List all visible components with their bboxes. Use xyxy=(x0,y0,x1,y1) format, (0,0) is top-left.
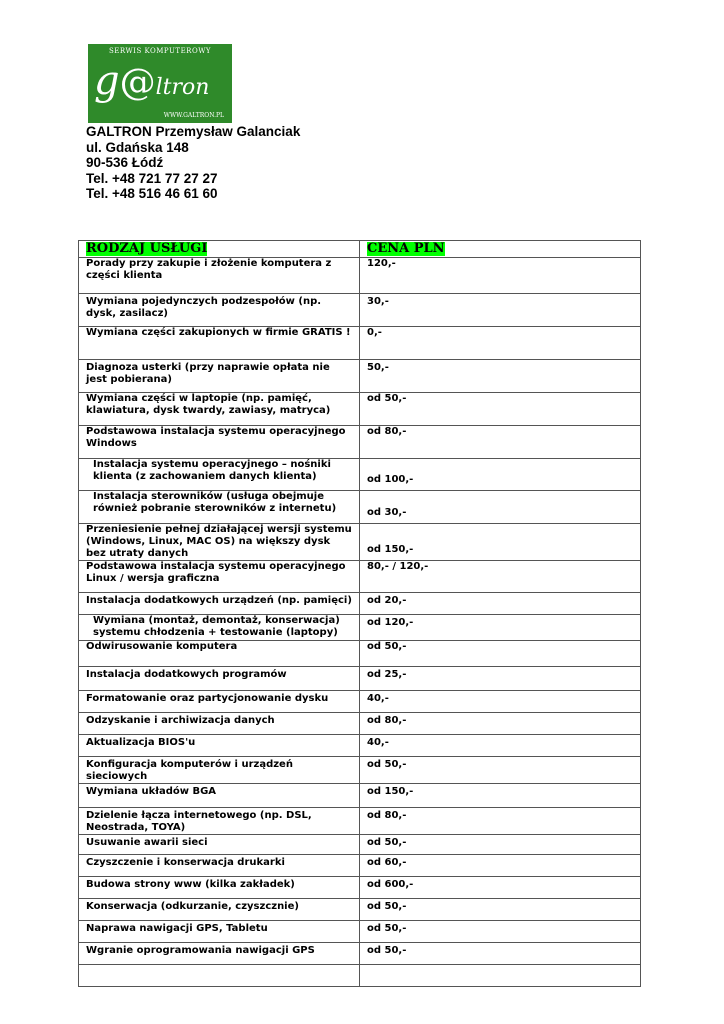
service-cell: Instalacja systemu operacyjnego – nośniki klienta (z zachowaniem danych klienta) xyxy=(79,459,360,491)
price-cell: od 150,- xyxy=(360,784,641,808)
header-price: CENA PLN xyxy=(367,241,445,256)
table-row xyxy=(79,593,641,615)
price-cell: od 150,- xyxy=(360,524,641,561)
table-row xyxy=(79,784,641,808)
price-cell: od 30,- xyxy=(360,491,641,524)
price-cell: od 120,- xyxy=(360,615,641,641)
table-row xyxy=(79,691,641,713)
service-cell: Dzielenie łącza internetowego (np. DSL, Neostrada, TOYA) xyxy=(79,808,360,835)
logo-brand-at: @ xyxy=(119,62,156,103)
service-cell: Konfiguracja komputerów i urządzeń sieciowych xyxy=(79,757,360,784)
price-cell: od 50,- xyxy=(360,641,641,667)
price-cell: od 50,- xyxy=(360,835,641,855)
company-logo xyxy=(88,44,232,123)
price-cell: od 60,- xyxy=(360,855,641,877)
header-service: RODZAJ USŁUGI xyxy=(86,241,208,256)
service-cell: Instalacja sterowników (usługa obejmuje również pobranie sterowników z internetu) xyxy=(79,491,360,524)
table-row xyxy=(79,877,641,899)
service-cell: Instalacja dodatkowych urządzeń (np. pamięci) xyxy=(79,593,360,615)
company-city: 90-536 Łódź xyxy=(86,155,164,170)
table-row xyxy=(79,459,641,491)
service-cell: Budowa strony www (kilka zakładek) xyxy=(79,877,360,899)
table-row xyxy=(79,524,641,561)
table-row xyxy=(79,899,641,921)
service-cell: Instalacja dodatkowych programów xyxy=(79,667,360,691)
table-row xyxy=(79,855,641,877)
price-cell: od 50,- xyxy=(360,921,641,943)
price-cell: 40,- xyxy=(360,735,641,757)
service-cell: Usuwanie awarii sieci xyxy=(79,835,360,855)
service-cell: Odzyskanie i archiwizacja danych xyxy=(79,713,360,735)
service-cell: Wgranie oprogramowania nawigacji GPS xyxy=(79,943,360,965)
service-cell: Diagnoza usterki (przy naprawie opłata nie jest pobierana) xyxy=(79,360,360,393)
price-cell: od 80,- xyxy=(360,808,641,835)
price-cell: od 80,- xyxy=(360,426,641,459)
table-row xyxy=(79,393,641,426)
price-cell: 120,- xyxy=(360,258,641,294)
price-cell: od 50,- xyxy=(360,943,641,965)
service-cell: Odwirusowanie komputera xyxy=(79,641,360,667)
company-name: GALTRON Przemysław Galanciak xyxy=(86,124,301,139)
service-cell: Podstawowa instalacja systemu operacyjnego Windows xyxy=(79,426,360,459)
table-row xyxy=(79,713,641,735)
price-cell: od 25,- xyxy=(360,667,641,691)
table-row xyxy=(79,808,641,835)
table-row xyxy=(79,491,641,524)
table-row xyxy=(79,561,641,593)
service-cell: Wymiana części w laptopie (np. pamięć, klawiatura, dysk twardy, zawiasy, matryca) xyxy=(79,393,360,426)
table-row xyxy=(79,615,641,641)
price-cell: od 50,- xyxy=(360,899,641,921)
header-price-cell xyxy=(360,241,641,258)
table-row xyxy=(79,835,641,855)
header-service-cell xyxy=(79,241,360,258)
logo-brand-g: g xyxy=(94,58,120,104)
table-row xyxy=(79,294,641,327)
table-row xyxy=(79,965,641,987)
service-cell xyxy=(79,965,360,987)
service-cell: Wymiana (montaż, demontaż, konserwacja) systemu chłodzenia + testowanie (laptopy) xyxy=(79,615,360,641)
price-cell: od 50,- xyxy=(360,393,641,426)
table-row xyxy=(79,943,641,965)
price-cell: od 600,- xyxy=(360,877,641,899)
price-cell: od 80,- xyxy=(360,713,641,735)
service-cell: Podstawowa instalacja systemu operacyjnego Linux / wersja graficzna xyxy=(79,561,360,593)
price-cell: 50,- xyxy=(360,360,641,393)
table-row xyxy=(79,735,641,757)
table-row xyxy=(79,641,641,667)
price-cell: 0,- xyxy=(360,327,641,360)
table-row xyxy=(79,360,641,393)
table-header-row xyxy=(79,241,641,258)
table-row xyxy=(79,327,641,360)
price-cell: od 100,- xyxy=(360,459,641,491)
service-cell: Wymiana pojedynczych podzespołów (np. dysk, zasilacz) xyxy=(79,294,360,327)
table-row xyxy=(79,667,641,691)
service-cell: Czyszczenie i konserwacja drukarki xyxy=(79,855,360,877)
price-cell: od 50,- xyxy=(360,757,641,784)
logo-brand xyxy=(94,59,209,110)
logo-www: WWW.GALTRON.PL xyxy=(163,112,224,119)
service-cell: Konserwacja (odkurzanie, czyszcznie) xyxy=(79,899,360,921)
price-table xyxy=(78,240,641,987)
price-cell: 80,- / 120,- xyxy=(360,561,641,593)
service-cell: Aktualizacja BIOS'u xyxy=(79,735,360,757)
service-cell: Porady przy zakupie i złożenie komputera z części klienta xyxy=(79,258,360,294)
price-cell xyxy=(360,965,641,987)
table-row xyxy=(79,258,641,294)
price-cell: od 20,- xyxy=(360,593,641,615)
company-info xyxy=(86,124,300,202)
company-phone-2: Tel. +48 516 46 61 60 xyxy=(86,186,218,201)
table-row xyxy=(79,921,641,943)
price-cell: 40,- xyxy=(360,691,641,713)
table-row xyxy=(79,426,641,459)
service-cell: Naprawa nawigacji GPS, Tabletu xyxy=(79,921,360,943)
service-cell: Wymiana układów BGA xyxy=(79,784,360,808)
table-row xyxy=(79,757,641,784)
company-phone-1: Tel. +48 721 77 27 27 xyxy=(86,170,218,186)
service-cell: Wymiana części zakupionych w firmie GRATIS ! xyxy=(79,327,360,360)
price-cell: 30,- xyxy=(360,294,641,327)
company-street: ul. Gdańska 148 xyxy=(86,139,189,155)
logo-brand-rest: ltron xyxy=(155,75,210,100)
service-cell: Formatowanie oraz partycjonowanie dysku xyxy=(79,691,360,713)
service-cell: Przeniesienie pełnej działającej wersji systemu (Windows, Linux, MAC OS) na większy dysk bez utraty danych xyxy=(79,524,360,561)
logo-top-text: SERWIS KOMPUTEROWY xyxy=(108,47,212,55)
